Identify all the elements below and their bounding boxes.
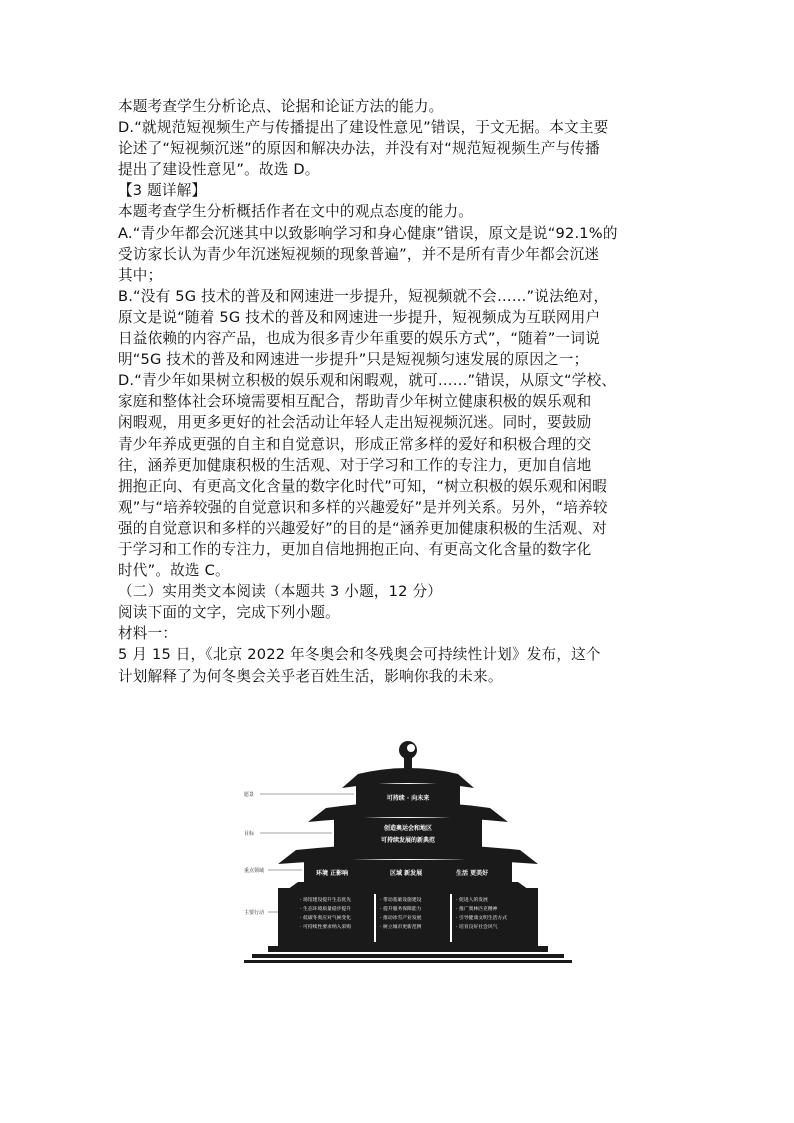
text-line: 青少年养成更强的自主和自觉意识，形成正常多样的爱好和积极合理的交 bbox=[118, 435, 592, 453]
text-line: 受访家长认为青少年沉迷短视频的现象普遍”，并不是所有青少年都会沉迷 bbox=[118, 245, 600, 263]
action-item: · 培育良好社会风气 bbox=[456, 925, 498, 930]
goal-text-1: 创造奥运会和地区 bbox=[383, 825, 432, 832]
label-focus: 重点领域 bbox=[244, 868, 265, 874]
text-line: 观”与“培养较强的自觉意识和多样的兴趣爱好”是并列关系。另外，“培养较 bbox=[118, 498, 608, 516]
focus-environment: 环境 正影响 bbox=[316, 870, 349, 877]
action-item: · 推动冰雪产业发展 bbox=[380, 916, 422, 921]
action-item: · 推广奥林匹克精神 bbox=[456, 907, 498, 912]
text-line: 家庭和整体社会环境需要相互配合，帮助青少年树立健康积极的娱乐观和 bbox=[118, 393, 592, 411]
text-line: B.“没有 5G 技术的普及和网速进一步提升，短视频就不会……”说法绝对， bbox=[118, 287, 609, 305]
label-vision: 愿景 bbox=[244, 792, 255, 798]
label-actions: 主要行动 bbox=[244, 910, 265, 916]
text-line: 材料一： bbox=[118, 625, 178, 643]
label-goal: 目标 bbox=[244, 831, 255, 837]
action-item: · 场馆建设提升生态优先 bbox=[300, 898, 352, 903]
action-item: · 提升服务保障能力 bbox=[380, 907, 422, 912]
action-item: · 树立城市更新范例 bbox=[380, 925, 422, 930]
actions-column-environment bbox=[300, 896, 351, 932]
action-item: · 低碳冬奥应对气候变化 bbox=[300, 916, 352, 921]
action-item: · 可持续性要求纳入采购 bbox=[300, 925, 352, 930]
actions-column-life bbox=[456, 896, 507, 932]
text-line: A.“青少年都会沉迷其中以致影响学习和身心健康”错误，原文是说“92.1%的 bbox=[118, 224, 618, 242]
document-body bbox=[118, 96, 678, 687]
text-line: 论述了“短视频沉迷”的原因和解决办法，并没有对“规范短视频生产与传播 bbox=[118, 140, 600, 158]
text-line: 阅读下面的文字，完成下列小题。 bbox=[118, 604, 340, 622]
vision-text: 可持续 · 向未来 bbox=[386, 795, 430, 802]
text-line: 5 月 15 日，《北京 2022 年冬奥会和冬残奥会可持续性计划》发布，这个 bbox=[118, 646, 601, 664]
text-line: 拥抱正向、有更高文化含量的数字化时代”可知，“树立积极的娱乐观和闲暇 bbox=[118, 477, 607, 495]
focus-life: 生活 更美好 bbox=[456, 870, 489, 877]
action-item: · 促进人的发展 bbox=[456, 898, 488, 903]
text-line: 【3 题详解】 bbox=[118, 182, 207, 200]
text-line: 于学习和工作的专注力，更加自信地拥抱正向、有更高文化含量的数字化 bbox=[118, 540, 592, 558]
text-line: D.“青少年如果树立积极的娱乐观和闲暇观，就可……”错误，从原文“学校、 bbox=[118, 372, 617, 390]
text-line: D.“就规范短视频生产与传播提出了建设性意见”错误，于文无据。本文主要 bbox=[118, 119, 609, 137]
goal-text-2: 可持续发展的新典范 bbox=[380, 837, 435, 844]
text-line: 计划解释了为何冬奥会关乎老百姓生活，影响你我的未来。 bbox=[118, 667, 503, 685]
text-line: 往，涵养更加健康积极的生活观、对于学习和工作的专注力，更加自信地 bbox=[118, 456, 592, 474]
text-line: （二）实用类文本阅读（本题共 3 小题，12 分） bbox=[118, 583, 443, 601]
text-line: 强的自觉意识和多样的兴趣爱好”的目的是“涵养更加健康积极的生活观、对 bbox=[118, 519, 607, 537]
text-line: 时代”。故选 C。 bbox=[118, 562, 230, 580]
text-line: 提出了建设性意见”。故选 D。 bbox=[118, 161, 320, 179]
action-item: · 生态环境质量稳步提升 bbox=[300, 907, 352, 912]
temple-diagram-graphic bbox=[238, 722, 578, 972]
text-line: 本题考查学生分析论点、论据和论证方法的能力。 bbox=[118, 98, 444, 115]
actions-column-region bbox=[380, 896, 421, 932]
action-item: · 引导健康文明生活方式 bbox=[456, 916, 508, 921]
text-line: 闲暇观，用更多更好的社会活动让年轻人走出短视频沉迷。同时，要鼓励 bbox=[118, 414, 592, 432]
action-item: · 带动基础设施建设 bbox=[380, 898, 422, 903]
focus-region: 区域 新发展 bbox=[390, 870, 423, 877]
text-line: 明“5G 技术的普及和网速进一步提升”只是短视频匀速发展的原因之一； bbox=[118, 351, 589, 369]
sustainability-plan-diagram bbox=[238, 722, 578, 972]
text-line: 本题考查学生分析概括作者在文中的观点态度的能力。 bbox=[118, 203, 474, 221]
text-line: 原文是说“随着 5G 技术的普及和网速进一步提升，短视频成为互联网用户 bbox=[118, 308, 601, 326]
text-line: 其中； bbox=[118, 266, 163, 284]
text-line: 日益依赖的内容产品，也成为很多青少年重要的娱乐方式”，“随着”一词说 bbox=[118, 330, 600, 348]
